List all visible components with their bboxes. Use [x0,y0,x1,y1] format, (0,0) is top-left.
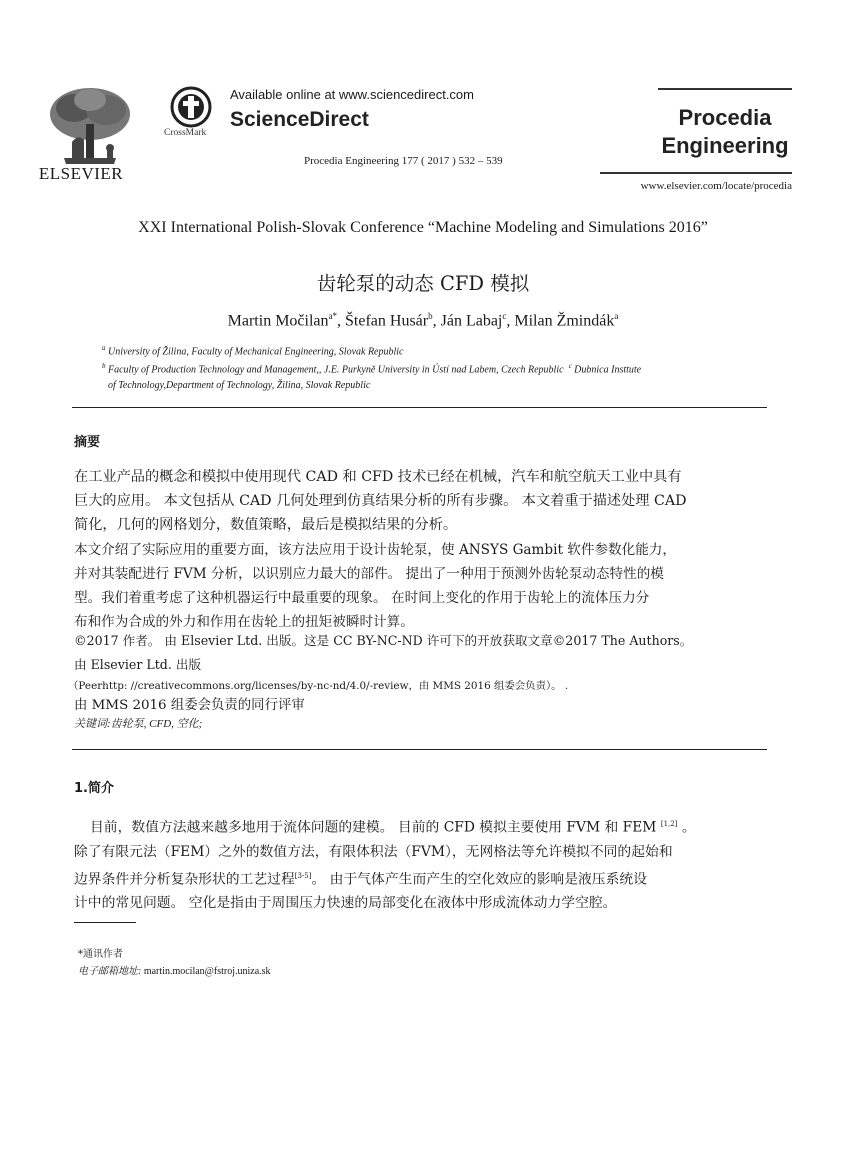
author-name: Štefan Husár [345,312,429,330]
abstract-line: 布和作为合成的外力和作用在齿轮上的扭矩被瞬时计算。 [74,614,414,630]
affiliation-text: Faculty of Production Technology and Management,, J.E. Purkyně University in Ústí nad Labem, Czech Republic [108,364,564,376]
divider [72,749,767,750]
corresponding-author-note: *通讯作者 [78,949,123,960]
author-sup: c [502,311,507,321]
author-name: Ján Labaj [440,312,503,330]
journal-title-line1: Procedia [678,105,772,130]
affiliation-a [102,341,782,359]
email-line [78,962,271,977]
section-line: 计中的常见问题。 空化是指由于周围压力快速的局部变化在液体中形成流体动力学空腔。 [74,895,617,912]
author-sup: b [428,311,433,321]
author-sup: a [614,311,619,321]
divider [72,407,767,408]
journal-url[interactable]: www.elsevier.com/locate/procedia [640,180,792,192]
section-line [74,864,774,892]
copyright-line: 由 Elsevier Ltd. 出版 [74,657,202,672]
affiliations [102,341,782,393]
section-text: 。 [681,819,696,836]
peer-review-line: 由 MMS 2016 组委会负责的同行评审 [74,698,305,713]
available-online-text: Available online at www.sciencedirect.com [230,87,474,102]
paper-title: 齿轮泵的动态 CFD 模拟 [316,272,530,295]
journal-title-line2: Engineering [661,133,789,158]
copyright-block [74,629,794,677]
abstract-line: 在工业产品的概念和模拟中使用现代 CAD 和 CFD 技术已经在机械，汽车和航空航天工业中具有 [74,469,682,485]
journal-reference: Procedia Engineering 177 ( 2017 ) 532 – 539 [304,155,503,167]
email-address[interactable]: martin.mocilan@fstroj.uniza.sk [143,966,271,977]
citation[interactable]: [1,2] [660,820,678,828]
abstract-body [74,465,774,537]
header-rule-top [658,88,792,90]
author-sup: a* [328,311,338,321]
section-line [74,812,774,840]
conference-name: XXI International Polish-Slovak Conference “Machine Modeling and Simulations 2016” [138,219,708,236]
abstract-line: 简化，几何的网格划分，数值策略，最后是模拟结果的分析。 [74,517,458,533]
affiliation-text: University of Žilina, Faculty of Mechanical Engineering, Slovak Republic [108,346,404,358]
copyright-line: ©2017 作者。 由 Elsevier Ltd. 出版。这是 CC BY-NC-ND 许可下的开放获取文章©2017 The Authors。 [74,633,693,648]
section-heading: 1.简介 [74,781,114,796]
affiliation-c: of Technology,Department of Technology, Žilina, Slovak Republic [108,379,371,391]
affiliation-mark: b [102,362,106,371]
abstract-line: 本文介绍了实际应用的重要方面，该方法应用于设计齿轮泵，使 ANSYS Gambit 软件参数化能力， [74,542,677,558]
publisher-name: ELSEVIER [38,164,124,183]
section-line: 除了有限元法（FEM）之外的数值方法，有限体积法（FVM），无网格法等允许模拟不同的起始和 [74,843,673,860]
abstract-line: 巨大的应用。 本文包括从 CAD 几何处理到仿真结果分析的所有步骤。 本文着重于描述处理 CAD [74,493,687,509]
affiliation-text: Dubnica Insttute [574,364,642,376]
journal-title [658,104,792,160]
section-text: 。 由于气体产生而产生的空化效应的影响是液压系统设 [311,871,647,888]
section-text: 边界条件并分析复杂形状的工艺过程 [74,871,295,888]
author-list: Martin Močilan$^{a*}$, Štefan Husár$^b$, Ján Labaj$^c$, Milan Žmindák$^a$ [227,311,619,330]
affiliation-mark: c [568,362,572,371]
abstract-body-2 [74,538,779,634]
abstract-line: 型。我们着重考虑了这种机器运行中最重要的现象。 在时间上变化的作用于齿轮上的流体压力分 [74,590,650,606]
crossmark-icon[interactable] [170,86,212,128]
header-rule-bottom [600,172,792,174]
citation[interactable]: [3-5] [294,871,312,880]
author-name: Martin Močilan [227,312,329,330]
sciencedirect-brand[interactable]: ScienceDirect [230,108,369,131]
affiliation-b [102,359,782,377]
crossmark-label: CrossMark [164,128,207,138]
keywords: 关键词:齿轮泵, CFD, 空化; [74,718,203,730]
affiliation-mark: a [102,344,106,352]
email-label: 电子邮箱地址: [78,966,142,977]
abstract-heading: 摘要 [74,435,101,450]
elsevier-tree-logo [44,86,136,166]
section-body [74,812,774,915]
section-text: 目前，数值方法越来越多地用于流体问题的建模。 目前的 CFD 模拟主要使用 FVM 和 FEM [90,819,657,836]
footnote-rule [74,922,136,923]
abstract-line: 并对其装配进行 FVM 分析，以识别应力最大的部件。 提出了一种用于预测外齿轮泵动态特性的模 [74,566,664,582]
license-line[interactable]: （Peerhttp: //creativecommons.org/licenses/by-nc-nd/4.0/-review，由 MMS 2016 组委会负责）。 . [68,680,569,692]
author-name: Milan Žmindák [514,312,615,330]
